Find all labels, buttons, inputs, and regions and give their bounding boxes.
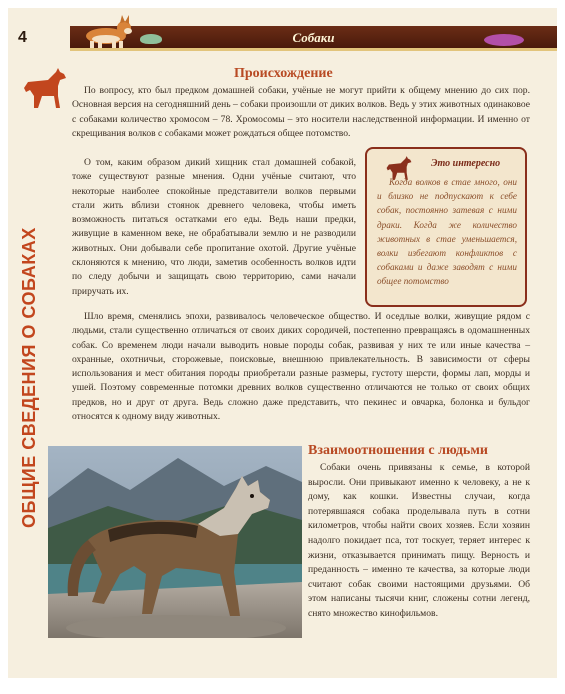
section-title: Собаки [292, 30, 335, 45]
cushion-icon [484, 34, 524, 46]
origin-paragraph-1: По вопросу, кто был предком домашней собаки, учёные не могут прийти к общему мнению до сих пор. Основная версия на сегодняшний день – собаки произошли от диких волков. Ведь у этих животных одинаковое с собаками количество хромосом – 78. Хромосомы – это носители наследственной информации. И именно от скрещивания волков с собаками может рождаться общее потомство. [72, 85, 530, 139]
bowl-icon [140, 34, 162, 44]
dog-silhouette-icon [22, 66, 68, 110]
corgi-illustration [78, 14, 134, 50]
interesting-text: Когда волков в стае много, они и близко не подпускают к себе собак, постоянно затевая с ними драки. Когда же количество животных в стае уменьшается, волки избегают конфликтов с собаками и даже заводят с ними общее потомство [377, 177, 517, 287]
origin-paragraph-2: О том, каким образом дикий хищник стал домашней собакой, тоже существуют разные мнения. Одни учёные считают, что некоторые наиболее спокойные представители волков первыми стали жить вблизи стоянок древнего человека, чтобы иметь возможность питаться остатками его еды. Ведь наши предки, живущие в каменном веке, не обрабатывали землю и не разводили животных. Они добывали себе пропитание охотой. Другие учёные склоняются к мнению, что люди, заметив особенность волков идти по следу добычи и защищать свою территорию, сами начали приручать их. [72, 157, 356, 297]
relations-heading: Взаимоотношения с людьми [308, 443, 488, 458]
relations-paragraph: Собаки очень привязаны к семье, в которой выросли. Они привыкают именно к человеку, а не к дому, как кошки. Известны случаи, когда потерявшаяся собака проделывала путь в сотни километров, чтобы найти своих хозяев. Если хозяин надолго покидает пса, тот тоскует, теряет интерес к жизни, отказывается принимать пищу. Верность и преданность – именно те качества, за которые люди считают собак своими настоящими друзьями. Об этом написаны тысячи книг, сложены сотни легенд, снято множество кинофильмов. [308, 462, 530, 619]
vertical-label-text: ОБЩИЕ СВЕДЕНИЯ О СОБАКАХ [19, 227, 39, 528]
interesting-fact-box [365, 147, 527, 307]
page-number: 4 [18, 29, 27, 46]
wolf-photo [48, 446, 302, 638]
interesting-title: Это интересно [431, 158, 501, 169]
origin-paragraph-3: Шло время, сменялись эпохи, развивалось человеческое общество. И оседлые волки, живущие рядом с людьми, стали существенно отличаться от своих диких сородичей, постепенно превращаясь в одомашненных собак. Со временем люди начали выводить новые породы собак, развивая у них те или иные качества – охранные, охотничьи, сторожевые, поисковые, внешнюю привлекательность. В зависимости от сферы использования и мест обитания породы приобретали разные размеры, густоту шерсти, формы лап, морды и ушей. Поэтому современные потомки древних волков существенно отличаются не только от своих общих предков, но и друг от друга. Ведь сложно даже представить, что пекинес и овчарка, болонка и бульдог относятся к одному виду животных. [72, 311, 530, 423]
vertical-section-label [15, 227, 43, 528]
page-header [8, 8, 557, 52]
book-page [8, 8, 557, 678]
origin-heading: Происхождение [234, 66, 333, 81]
